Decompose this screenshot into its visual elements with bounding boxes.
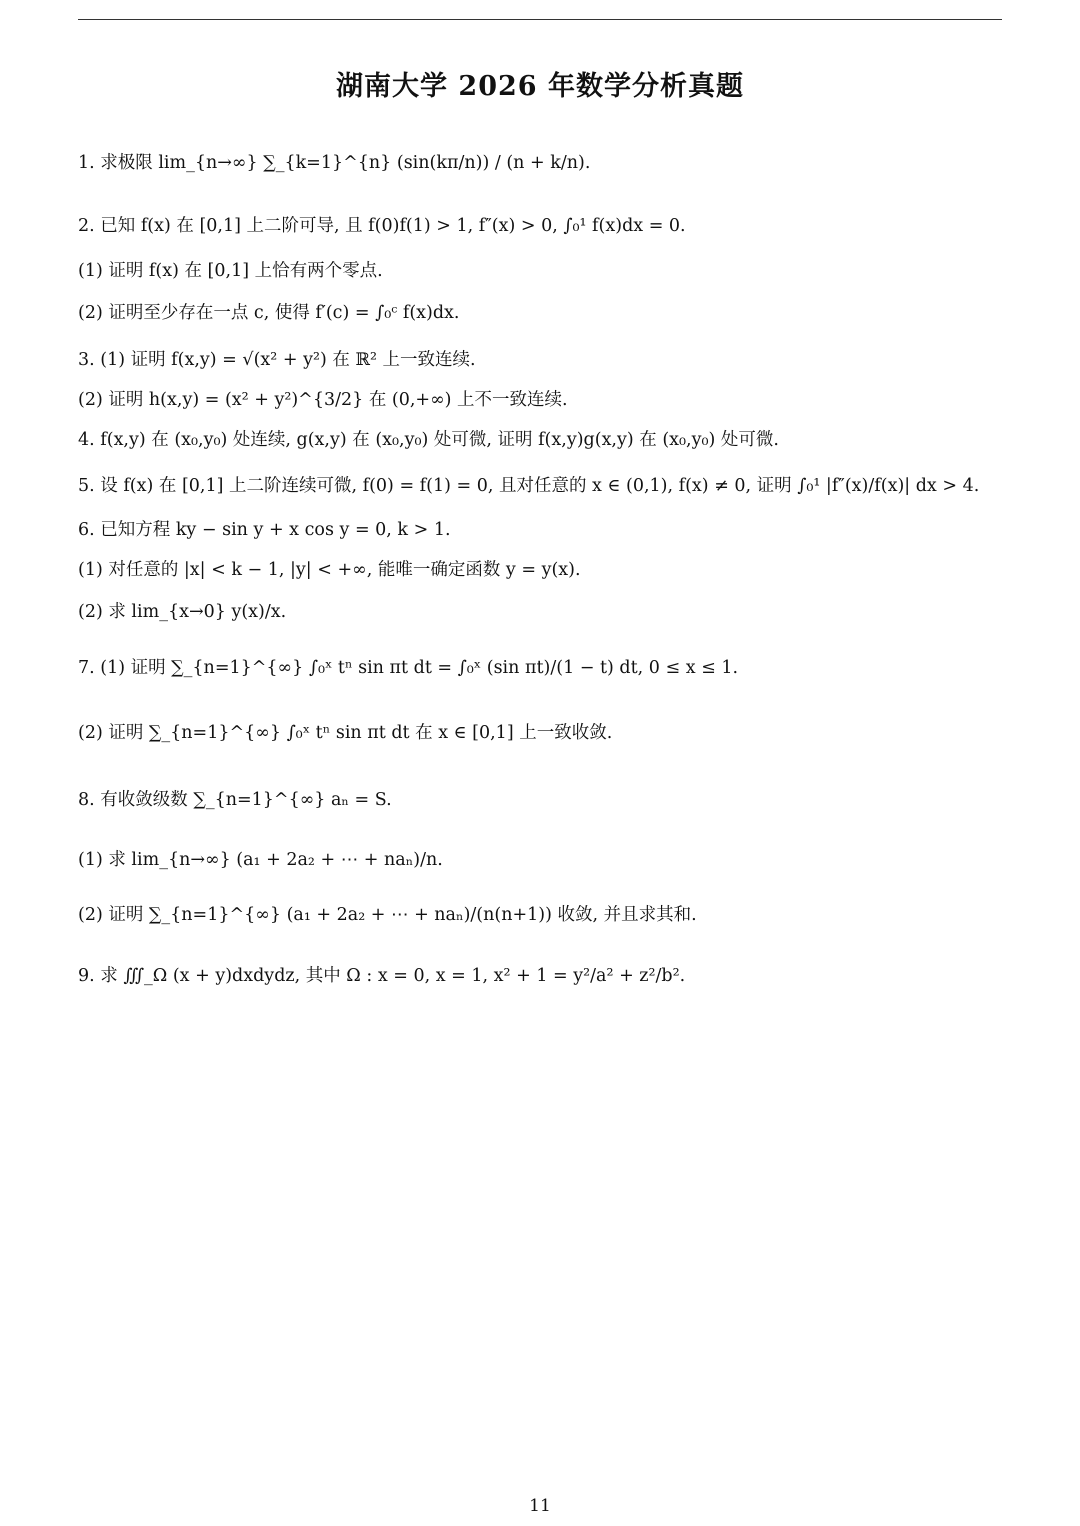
page-number: 11 [529,1496,551,1516]
top-rule [78,19,1002,20]
problem-p9: 9. 求 ∭_Ω (x + y)dxdydz, 其中 Ω : x = 0, x = 1, x² + 1 = y²/a² + z²/b². [78,966,686,986]
problem-p6-2: (2) 求 lim_{x→0} y(x)/x. [78,602,287,622]
problem-p6: 6. 已知方程 ky − sin y + x cos y = 0, k > 1. [78,520,451,540]
problem-p8-2: (2) 证明 ∑_{n=1}^{∞} (a₁ + 2a₂ + ⋯ + naₙ)/(n(n+1)) 收敛, 并且求其和. [78,905,697,925]
page-title: 湖南大学 2026 年数学分析真题 [336,71,744,102]
problem-p3-2: (2) 证明 h(x,y) = (x² + y²)^{3/2} 在 (0,+∞) 上不一致连续. [78,390,568,410]
problem-p6-1: (1) 对任意的 |x| < k − 1, |y| < +∞, 能唯一确定函数 y = y(x). [78,560,581,580]
problem-p4: 4. f(x,y) 在 (x₀,y₀) 处连续, g(x,y) 在 (x₀,y₀) 处可微, 证明 f(x,y)g(x,y) 在 (x₀,y₀) 处可微. [78,430,779,450]
problem-p7-1: 7. (1) 证明 ∑_{n=1}^{∞} ∫₀ˣ tⁿ sin πt dt = ∫₀ˣ (sin πt)/(1 − t) dt, 0 ≤ x ≤ 1. [78,658,739,678]
problem-p3-1: 3. (1) 证明 f(x,y) = √(x² + y²) 在 ℝ² 上一致连续. [78,350,476,370]
problem-p8-1: (1) 求 lim_{n→∞} (a₁ + 2a₂ + ⋯ + naₙ)/n. [78,850,443,870]
problem-p2-2: (2) 证明至少存在一点 c, 使得 f′(c) = ∫₀ᶜ f(x)dx. [78,303,460,323]
problem-p2-1: (1) 证明 f(x) 在 [0,1] 上恰有两个零点. [78,261,383,281]
problem-p1: 1. 求极限 lim_{n→∞} ∑_{k=1}^{n} (sin(kπ/n)) / (n + k/n). [78,153,591,173]
problem-p5: 5. 设 f(x) 在 [0,1] 上二阶连续可微, f(0) = f(1) = 0, 且对任意的 x ∈ (0,1), f(x) ≠ 0, 证明 ∫₀¹ |f″(x)/f(x)| dx > 4. [78,476,980,496]
problem-p7-2: (2) 证明 ∑_{n=1}^{∞} ∫₀ˣ tⁿ sin πt dt 在 x ∈ [0,1] 上一致收敛. [78,723,613,743]
problem-p2: 2. 已知 f(x) 在 [0,1] 上二阶可导, 且 f(0)f(1) > 1, f″(x) > 0, ∫₀¹ f(x)dx = 0. [78,216,686,236]
problem-p8: 8. 有收敛级数 ∑_{n=1}^{∞} aₙ = S. [78,790,392,810]
